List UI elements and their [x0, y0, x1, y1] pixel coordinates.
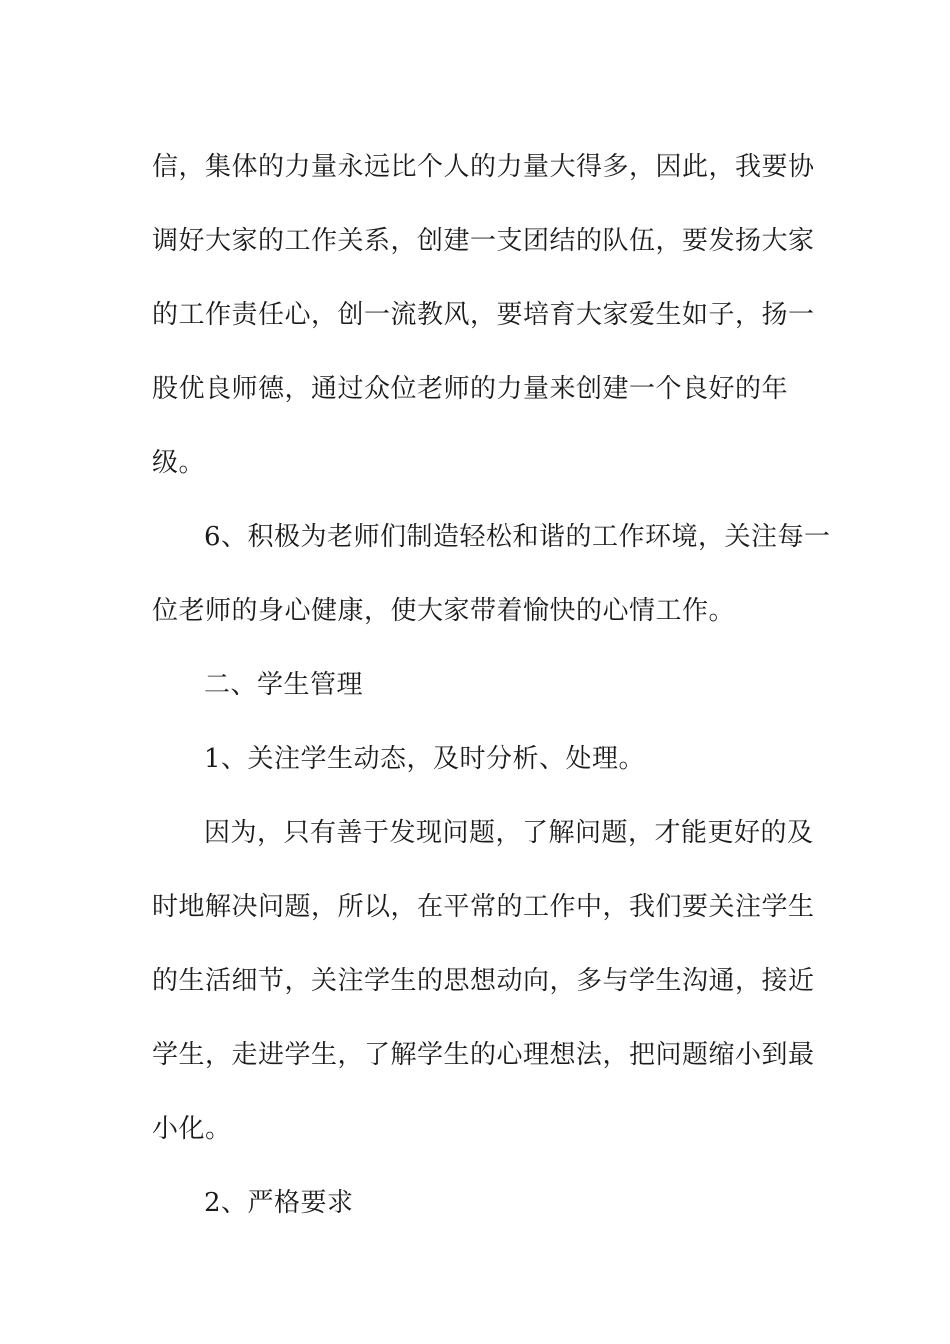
text-line: 1、关注学生动态，及时分析、处理。: [204, 744, 646, 774]
text-line: 时地解决问题，所以，在平常的工作中，我们要关注学生: [152, 892, 815, 922]
text-line: 调好大家的工作关系，创建一支团结的队伍，要发扬大家: [152, 226, 815, 256]
text-line: 6、积极为老师们制造轻松和谐的工作环境，关注每一: [204, 522, 831, 552]
paragraph-item-2: [152, 1166, 812, 1240]
text-line: 学生，走进学生，了解学生的心理想法，把问题缩小到最: [152, 1040, 815, 1070]
paragraph-item-6: [152, 500, 831, 648]
text-line: 的生活细节，关注学生的思想动向，多与学生沟通，接近: [152, 966, 815, 996]
text-line: 位老师的身心健康，使大家带着愉快的心情工作。: [152, 596, 736, 626]
text-line: 信，集体的力量永远比个人的力量大得多，因此，我要协: [152, 152, 815, 182]
text-line: 2、严格要求: [204, 1188, 354, 1218]
document-body: [152, 130, 831, 1240]
text-line: 股优良师德，通过众位老师的力量来创建一个良好的年: [152, 374, 789, 404]
paragraph-reasoning: [152, 796, 815, 1166]
text-line: 级。: [152, 448, 206, 478]
text-line: 二、学生管理: [204, 670, 364, 700]
section-heading-student-management: [152, 648, 812, 722]
paragraph-team-unity: [152, 130, 815, 500]
text-line: 小化。: [152, 1114, 232, 1144]
text-line: 的工作责任心，创一流教风，要培育大家爱生如子，扬一: [152, 300, 815, 330]
paragraph-item-1: [152, 722, 812, 796]
text-line: 因为，只有善于发现问题，了解问题，才能更好的及: [204, 818, 814, 848]
